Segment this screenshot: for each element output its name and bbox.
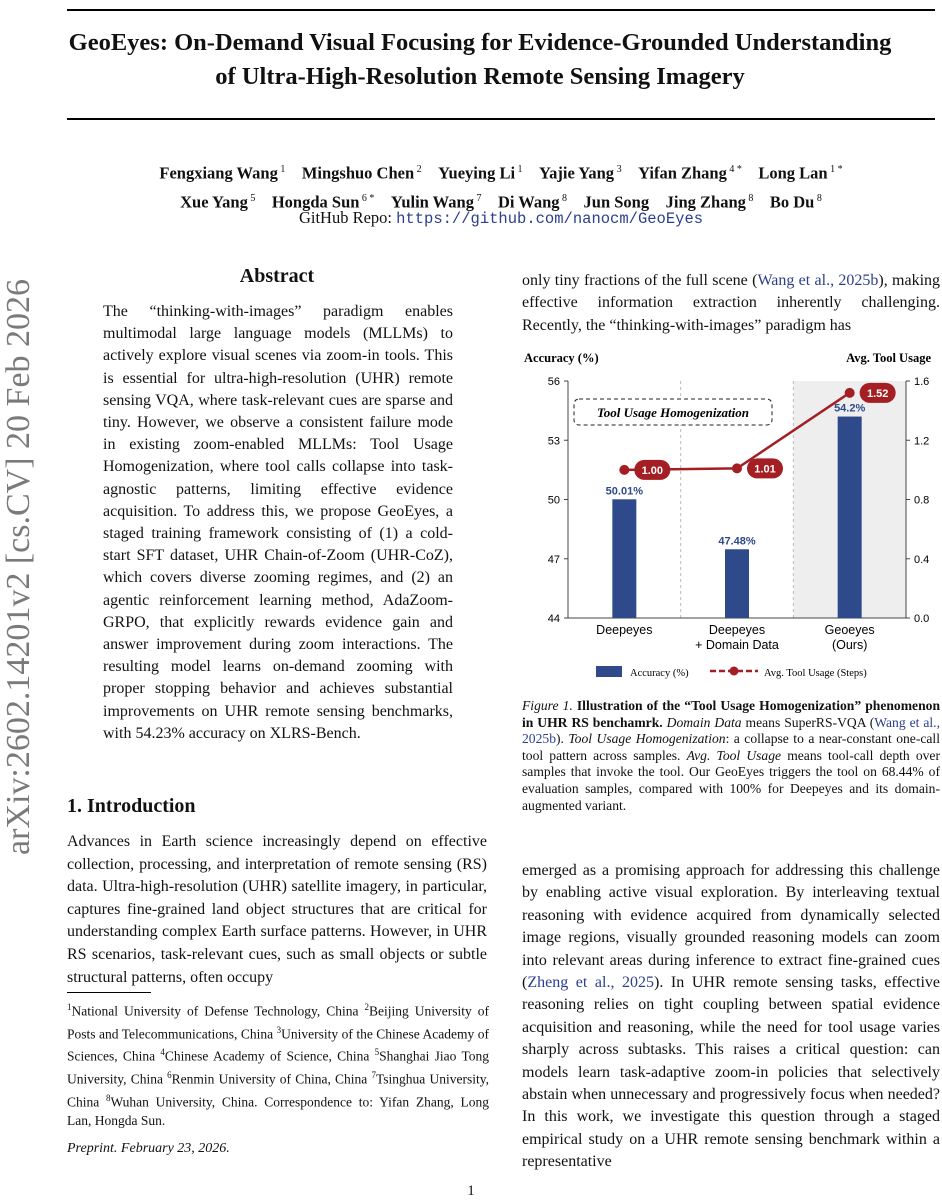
corresponding-mark: * <box>366 192 375 204</box>
caption-citation[interactable]: Wang et al., 2025b <box>522 714 940 747</box>
affiliation-number: 8 <box>105 1092 111 1103</box>
tool-usage-point <box>732 463 742 473</box>
tool-usage-label: 1.52 <box>866 387 889 400</box>
corresponding-mark: * <box>835 164 843 175</box>
right-axis-title: Avg. Tool Usage <box>846 351 931 365</box>
abstract-text: The “thinking-with-images” paradigm enables multimodal large language models (MLLMs) to actively explore visual scenes via zoom-in tools. This is essential for ultra-high-resolution (UHR) remote sensing VQA, where task-relevant cues are sparse and tiny. However, we observe a consistent failure mode in existing zoom-enabled MLLMs: Tool Usage Homogenization, where tool calls collapse into task-agnostic patterns, limiting effective evidence acquisition. To address this, we propose GeoEyes, a staged training framework consisting of (1) a cold-start SFT dataset, UHR Chain-of-Zoom (UHR-CoZ), which covers diverse zooming regimes, and (2) an agentic reinforcement learning method, AdaZoom-GRPO, that explicitly rewards evidence gain and answer improvement during zoom interactions. The resulting model learns on-demand zooming with proper stopping behavior and achieves substantial improvements on UHR remote sensing benchmarks, with 54.23% accuracy on XLRS-Bench. <box>103 303 453 742</box>
author-affiliation-mark: 1 <box>277 164 286 175</box>
right-bottom-pre: emerged as a promising approach for addressing this challenge by enabling active visual exploration. By interleaving textual reasoning with evidence acquired from dynamically selected image regions, visually grounded reasoning models can zoom into relevant areas during inference to extract fine-grained cues ( <box>522 862 940 992</box>
right-column-bottom-text <box>522 860 940 1174</box>
accuracy-label: 54.2% <box>834 402 866 415</box>
author-name: Long Lan <box>758 163 828 183</box>
tool-usage-point <box>845 388 855 398</box>
category-label: (Ours) <box>831 638 868 652</box>
author-name: Bo Du <box>769 192 815 211</box>
author-name: Mingshuo Chen <box>301 163 415 183</box>
left-tick-label: 53 <box>547 435 560 448</box>
author-affiliation-mark: 8 <box>814 192 822 204</box>
author-name: Di Wang <box>497 192 560 211</box>
footnote-rule <box>67 992 151 993</box>
citation-link[interactable]: Wang et al., 2025b <box>757 272 879 289</box>
corresponding-mark: * <box>734 164 742 175</box>
affiliation-number: 6 <box>167 1070 172 1081</box>
paper-title <box>40 26 920 94</box>
author-affiliation-mark: 4 <box>726 164 735 175</box>
right-tick-label: 0.4 <box>914 553 930 566</box>
right-tick-label: 1.6 <box>914 376 930 388</box>
right-tick-label: 1.2 <box>914 435 930 448</box>
right-column-top-text <box>522 270 940 337</box>
annotation-text: Tool Usage Homogenization <box>597 405 749 420</box>
accuracy-bar <box>838 417 862 618</box>
affiliation-footnote <box>67 998 489 1130</box>
left-tick-label: 50 <box>547 494 560 507</box>
author-name: Jing Zhang <box>665 192 746 211</box>
title-rule <box>67 118 935 120</box>
preprint-date: Preprint. February 23, 2026. <box>67 1141 230 1156</box>
tool-usage-label: 1.00 <box>641 464 664 477</box>
affiliation-text: Renmin University of China, China <box>171 1071 372 1087</box>
affiliation-number: 7 <box>371 1070 376 1081</box>
author-name: Yulin Wang <box>390 192 474 211</box>
abstract-heading: Abstract <box>239 265 315 287</box>
category-label: Geoeyes <box>824 623 875 637</box>
category-label: + Domain Data <box>695 638 779 652</box>
legend-accuracy-label: Accuracy (%) <box>630 668 689 679</box>
author-affiliation-mark: 8 <box>559 192 568 204</box>
accuracy-label: 50.01% <box>605 485 643 498</box>
author-name: Yueying Li <box>438 163 516 183</box>
author-name: Hongda Sun <box>271 192 360 211</box>
affiliation-text: National University of Defense Technology, China <box>71 1003 365 1019</box>
author-affiliation-mark: 3 <box>614 164 622 175</box>
caption-atu-term: Avg. Tool Usage <box>686 747 782 763</box>
affiliation-text: Wuhan University, China. Correspondence to: Yifan Zhang, Long Lan, Hongda Sun. <box>67 1094 489 1128</box>
affiliation-text: Tsinghua University, China <box>67 1071 489 1110</box>
tool-usage-label: 1.01 <box>754 463 776 476</box>
title-line-2: of Ultra-High-Resolution Remote Sensing Imagery <box>215 63 745 90</box>
citation-link[interactable]: Zheng et al., 2025 <box>527 974 655 992</box>
affiliation-text: University of the Chinese Academy of Sciences, China <box>67 1026 489 1064</box>
legend-accuracy-swatch <box>596 666 622 677</box>
caption-dd-end: ). <box>555 731 569 747</box>
author-affiliation-mark: 5 <box>247 192 256 204</box>
caption-dd-text: means SuperRS-VQA ( <box>741 714 875 730</box>
figure-1-caption <box>522 698 940 814</box>
author-list <box>67 157 935 214</box>
page-number: 1 <box>467 1183 475 1199</box>
author-affiliation-mark: 8 <box>745 192 754 204</box>
repo-link[interactable]: https://github.com/nanocm/GeoEyes <box>396 210 704 228</box>
affiliation-number: 4 <box>160 1047 165 1058</box>
author-affiliation-mark: 6 <box>359 192 367 204</box>
right-top-pre: only tiny fractions of the full scene ( <box>522 272 758 289</box>
left-tick-label: 47 <box>547 553 560 566</box>
caption-rest: means tool-call depth over samples that invoke the tool. Our GeoEyes triggers the tool on 68.44% of evaluation samples, compared with 100% for Deepeyes and its domain-augmented variant. <box>522 747 940 813</box>
author-line <box>67 157 935 186</box>
right-tick-label: 0.8 <box>914 494 930 507</box>
legend-tool-label: Avg. Tool Usage (Steps) <box>764 668 867 679</box>
author-name: Fengxiang Wang <box>159 163 278 183</box>
intro-heading: 1. Introduction <box>67 795 196 817</box>
right-bottom-post: ). In UHR remote sensing tasks, effective reasoning relies on tight coupling between spatial evidence acquisition and reasoning, while the need for tool usage varies sharply across subtasks. This raises a critical question: can models learn task-adaptive zoom-in policies that selectively abstain when unnecessary and progressively focus when needed? In this work, we investigate this question through a staged empirical study on a UHR remote sensing benchmark within a representative <box>522 974 941 1171</box>
accuracy-bar <box>725 549 749 618</box>
repo-line <box>67 208 935 228</box>
legend-tool-marker <box>730 667 739 676</box>
caption-tuh-term: Tool Usage Homogenization <box>568 731 726 747</box>
author-name: Xue Yang <box>180 192 248 211</box>
caption-tuh-text: : a collapse to a near-constant one-call tool pattern across samples. <box>522 731 940 763</box>
affiliation-number: 1 <box>67 1002 72 1012</box>
accuracy-bar <box>612 499 636 618</box>
author-name: Yifan Zhang <box>638 163 727 183</box>
top-rule <box>67 9 935 11</box>
figure-1-chart <box>520 344 940 689</box>
right-tick-label: 0.0 <box>914 613 930 625</box>
affiliation-number: 3 <box>276 1024 282 1035</box>
author-affiliation-mark: 1 <box>515 164 523 175</box>
affiliation-text: Shanghai Jiao Tong University, China <box>67 1048 489 1087</box>
author-name: Jun Song <box>583 192 650 211</box>
left-tick-label: 56 <box>547 376 560 388</box>
author-affiliation-mark: 7 <box>473 192 482 204</box>
affiliation-text: Beijing University of Posts and Telecommunications, China <box>67 1003 489 1042</box>
affiliation-number: 5 <box>374 1047 380 1058</box>
tool-usage-point <box>619 465 629 475</box>
author-affiliation-mark: 1 <box>827 164 836 175</box>
right-top-post: ), making effective information extraction inherently challenging. Recently, the “thinking-with-images” paradigm has <box>522 272 941 334</box>
author-name: Yajie Yang <box>539 163 615 183</box>
author-affiliation-mark: 2 <box>414 164 422 175</box>
accuracy-label: 47.48% <box>718 535 756 548</box>
intro-text: Advances in Earth science increasingly depend on effective collection, processing, and interpretation of remote sensing (RS) data. Ultra-high-resolution (UHR) satellite imagery, in particular, captures fine-grained land object structures that are critical for understanding complex Earth surface patterns. However, in UHR RS scenarios, task-relevant cues, such as small objects or subtle structural patterns, often occupy <box>67 833 487 986</box>
left-tick-label: 44 <box>547 613 560 625</box>
left-axis-title: Accuracy (%) <box>524 351 599 365</box>
caption-dd-term: Domain Data <box>666 714 742 730</box>
category-label: Deepeyes <box>708 623 766 637</box>
repo-label: GitHub Repo: <box>298 208 392 227</box>
affiliation-number: 2 <box>364 1002 369 1012</box>
caption-bold: Illustration of the “Tool Usage Homogenization” phenomenon in UHR RS benchamrk. <box>522 698 940 730</box>
category-label: Deepeyes <box>596 623 653 637</box>
affiliation-text: Chinese Academy of Science, China <box>164 1048 375 1064</box>
title-line-1: GeoEyes: On-Demand Visual Focusing for Evidence-Grounded Understanding <box>68 29 892 56</box>
arxiv-identifier: arXiv:2602.14201v2 [cs.CV] 20 Feb 2026 <box>0 278 37 855</box>
caption-label: Figure 1. <box>522 698 573 713</box>
